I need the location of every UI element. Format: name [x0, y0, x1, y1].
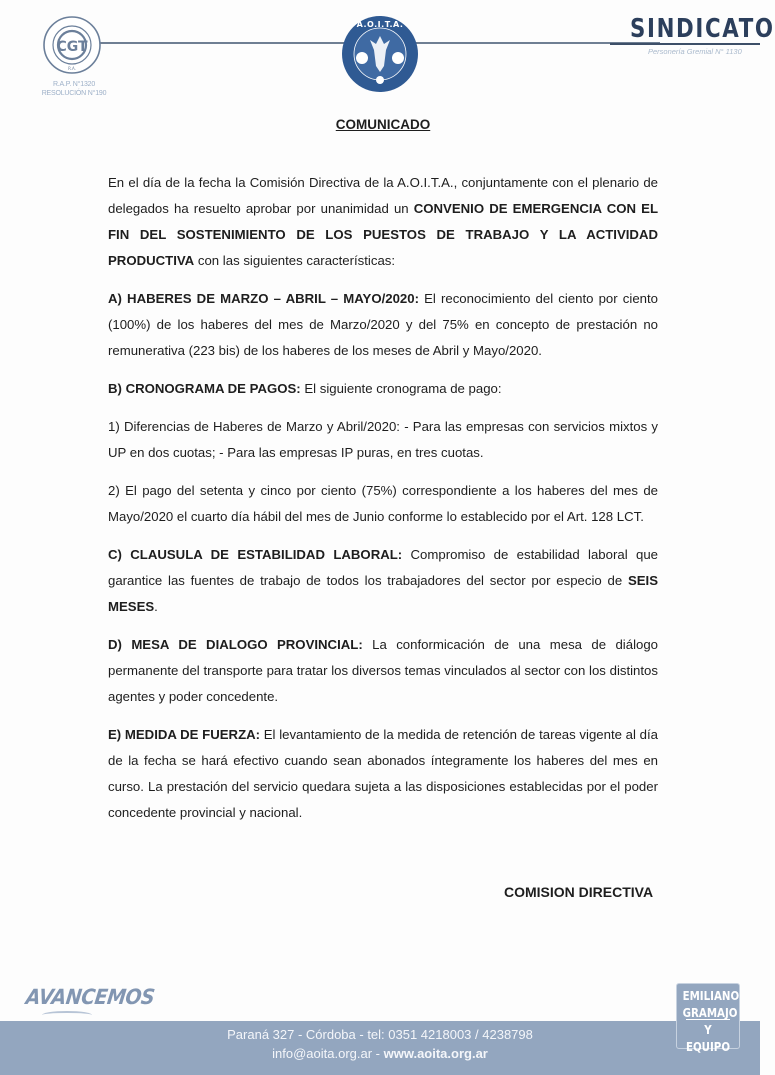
cgt-sub-line2: RESOLUCIÓN N°190	[41, 90, 107, 97]
section-b-item-2-text: 2) El pago del setenta y cinco por ciento (75%) correspondiente a los haberes del mes de Mayo/2020 el cuarto día hábil del mes de Junio conforme lo establecido por el Art. 128 LCT.	[108, 483, 658, 524]
section-c-tail: .	[154, 599, 158, 614]
personeria-gremial: Personería Gremial N° 1130	[648, 47, 742, 56]
cgt-bottom-text: R.A.	[68, 66, 76, 71]
section-a-heading: A) HABERES DE MARZO – ABRIL – MAYO/2020:	[108, 291, 419, 306]
document-body	[108, 112, 658, 838]
aoita-ring-text: A.O.I.T.A.	[356, 20, 404, 29]
section-a-text: El reconocimiento del ciento por ciento (100%) de los haberes del mes de Marzo/2020 y del 75% en concepto de prestación no remunerativa (223 bis) de los haberes de los meses de Abril y Mayo/2020.	[108, 291, 658, 358]
footer-separator: -	[372, 1046, 384, 1061]
badge-line3: Y EQUIPO	[685, 1022, 731, 1054]
cgt-logo-icon	[42, 15, 102, 75]
section-b-text: El siguiente cronograma de pago:	[300, 381, 502, 396]
section-b-heading: B) CRONOGRAMA DE PAGOS:	[108, 381, 301, 396]
badge-line1: EMILIANO	[682, 988, 740, 1003]
slogan-swash-decoration	[42, 1011, 92, 1019]
section-c	[108, 542, 658, 620]
section-e-text: El levantamiento de la medida de retención de tareas vigente al día de la fecha se hará efectivo cuando sean abonados íntegramente los haberes del mes en curso. La prestación del servicio quedara sujeta a las disposiciones establecidas por el poder concedente provincial y nacional.	[108, 727, 658, 820]
cgt-monogram: CGT	[56, 39, 88, 55]
section-b-item-1	[108, 414, 658, 466]
avancemos-slogan: AVANCEMOS	[24, 985, 156, 1009]
footer-contact	[0, 1046, 760, 1061]
footer-address: Paraná 327 - Córdoba - tel: 0351 4218003 / 4238798	[227, 1027, 533, 1042]
section-d	[108, 632, 658, 710]
badge-line2: GRAMAJO	[682, 1005, 738, 1020]
sindicato-title: SINDICATO	[630, 14, 775, 44]
section-c-text: Compromiso de estabilidad laboral que garantice las fuentes de trabajo de todos los trabajadores del sector por especio de	[108, 547, 658, 588]
section-e	[108, 722, 658, 826]
section-b-item-2	[108, 478, 658, 530]
footer-website[interactable]: www.aoita.org.ar	[383, 1046, 488, 1061]
intro-text-1: En el día de la fecha la Comisión Directiva de la A.O.I.T.A., conjuntamente con el plenario de delegados ha resuelto aprobar por unanimidad un	[108, 175, 658, 216]
aoita-logo-icon	[340, 14, 420, 94]
section-c-heading: C) CLAUSULA DE ESTABILIDAD LABORAL:	[108, 547, 403, 562]
section-b-item-1-text: 1) Diferencias de Haberes de Marzo y Abril/2020: - Para las empresas con servicios mixtos y UP en dos cuotas; - Para las empresas IP puras, en tres cuotas.	[108, 419, 658, 460]
intro-paragraph	[108, 170, 658, 274]
intro-text-2: con las siguientes características:	[194, 253, 396, 268]
section-d-heading: D) MESA DE DIALOGO PROVINCIAL:	[108, 637, 363, 652]
signature: COMISION DIRECTIVA	[504, 884, 654, 900]
footer-email[interactable]: info@aoita.org.ar	[272, 1046, 373, 1061]
section-b	[108, 376, 658, 402]
cgt-sub-line1: R.A.P. N°1320	[52, 81, 96, 88]
intro-bold: CONVENIO DE EMERGENCIA CON EL FIN DEL SOSTENIMIENTO DE LOS PUESTOS DE TRABAJO Y LA ACTIVIDAD PRODUCTIVA	[108, 201, 658, 268]
section-a	[108, 286, 658, 364]
section-d-text: La conformicación de una mesa de diálogo permanente del transporte para tratar los diversos temas vinculados al sector con los distintos agentes y poder concedente.	[108, 637, 659, 704]
section-e-heading: E) MEDIDA DE FUERZA:	[108, 727, 261, 742]
cgt-registration	[38, 80, 110, 98]
emiliano-gramajo-badge	[676, 983, 740, 1054]
document-title: COMUNICADO	[335, 117, 431, 132]
section-c-bold-tail: SEIS MESES	[108, 573, 658, 614]
